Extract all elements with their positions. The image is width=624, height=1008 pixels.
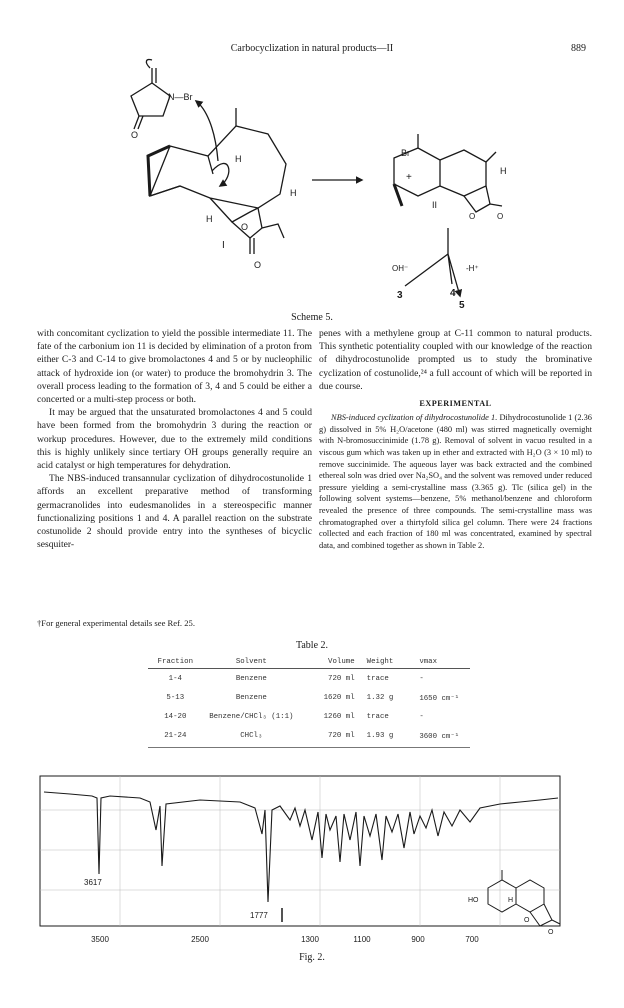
nbs-label: N—Br — [168, 92, 193, 102]
o-label-3: O — [254, 260, 262, 270]
br-label: Br — [401, 148, 410, 158]
paragraph-1: with concomitant cyclization to yield the possible intermediate 11. The fate of the carbonium ion 11 is decided by elimination of a proton from either C-3 and C-14 to give bromolactones 4 and 5 or by nucleophilic attack of hydroxide ion (or water) to produce the bromohydrin 3. The overall process leading to the formation of 3, 4 and 5 could be either a concerted or a multi-step process or both. — [37, 328, 312, 406]
solvent-cell: CHCl₃ — [240, 731, 263, 740]
inset-ho-label: HO — [468, 897, 479, 904]
weight-cell: 1.32 g — [366, 693, 394, 702]
h-label-1: H — [235, 154, 242, 164]
dihydrocostunolide-structure — [148, 108, 286, 254]
compound-11-label: II — [432, 200, 438, 210]
experimental-heading: EXPERIMENTAL — [419, 399, 492, 409]
table-bottom-rule — [148, 747, 470, 748]
product-4-label: 4 — [450, 288, 456, 299]
spectrum-frame — [40, 776, 560, 926]
left-column — [37, 327, 312, 551]
right-column — [319, 327, 592, 551]
table-caption: Table 2. — [295, 640, 329, 651]
table-row — [148, 688, 470, 707]
solvent-cell: Benzene — [235, 693, 267, 702]
o-label-4: O — [469, 212, 476, 221]
h-label-3: H — [206, 214, 213, 224]
volume-cell: 720 ml — [328, 731, 355, 740]
axis-label-700: 700 — [465, 935, 479, 944]
ir-trace — [44, 792, 558, 902]
ir-spectrum-figure — [0, 770, 624, 950]
page-number: 889 — [571, 43, 586, 54]
inset-o-label-1: O — [524, 917, 530, 924]
inset-o-label-2: O — [548, 929, 554, 936]
axis-label-3500: 3500 — [91, 935, 109, 944]
fraction-cell: 14-20 — [164, 712, 187, 721]
table-2 — [148, 656, 470, 748]
figure-caption: Fig. 2. — [299, 952, 325, 963]
solvent-cell: Benzene — [235, 674, 267, 683]
table-header-row — [148, 656, 470, 669]
footnote: †For general experimental details see Ref. 25. — [37, 618, 195, 628]
weight-cell: 1.93 g — [366, 731, 394, 740]
table-row — [148, 726, 470, 745]
col-header-weight: Weight — [366, 658, 394, 666]
peak-label-3617: 3617 — [84, 878, 102, 887]
paragraph-3: The NBS-induced transannular cyclization of dihydrocostunolide 1 affords an excellent preparative method of transforming germacranolides into eudesmanolides in a stereospecific manner functionalizing positions 1 and 4. A parallel reaction on the substrate costunolide 2 should provide entry into the syntheses of bicyclic sesquiter- — [37, 473, 312, 551]
o-label-5: O — [497, 212, 504, 221]
col-header-solvent: Solvent — [235, 658, 267, 666]
experimental-title: NBS-induced cyclization of dihydrocostunolide 1. — [331, 413, 498, 423]
numax-cell: 1650 cm⁻¹ — [419, 694, 460, 703]
fraction-cell: 1-4 — [168, 674, 182, 683]
inset-h-label: H — [508, 897, 514, 904]
h-label-4: H — [500, 166, 507, 176]
numax-cell: 3600 cm⁻¹ — [419, 732, 460, 741]
axis-label-900: 900 — [411, 935, 425, 944]
col-header-volume: Volume — [328, 658, 355, 666]
volume-cell: 720 ml — [328, 674, 355, 683]
col-header-numax: νmax — [419, 658, 438, 666]
paragraph-2: It may be argued that the unsaturated bromolactones 4 and 5 could have been formed from the bromohydrin 3 during the reaction or workup procedures. However, due to the extremely mild conditions this is highly unlikely since tertiary OH groups generally require an acid catalyst or high temperatures for dehydration. — [37, 407, 312, 472]
experimental-body: Dihydrocostunolide 1 (2.36 g) dissolved in 5% H₂O/acetone (480 ml) was stirred magnetically overnight with N-bromosuccinimide (1.78 g). Removal of solvent in vacuo resulted in a viscous gum which was taken up in ether and extracted with H₂O (3 × 10 ml) to remove succinimide. The aqueous layer was back extracted and the combined ethereal soln was dried over Na₂SO₄ and the solvent was removed under reduced pressure yielding a semi-crystalline mass (3.365 g). Tlc (silica gel) in the following solvent systems—benzene, 5% methanol/benzene and chloroform revealed the presence of three compounds. The semi-crystalline mass was chromatographed over a thirtyfold silica gel column. There were 24 fractions collected and each fraction of 180 ml was concentrated, examined by spectral data, and combined together as shown in Table 2. — [319, 413, 592, 550]
volume-cell: 1620 ml — [323, 693, 355, 702]
axis-label-1100: 1100 — [353, 935, 371, 944]
scheme-5-figure — [0, 56, 624, 318]
peak-label-1777: 1777 — [250, 911, 268, 920]
product-5-label: 5 — [459, 300, 465, 311]
weight-cell: trace — [366, 712, 389, 721]
nbs-molecule — [131, 59, 170, 129]
plus-charge: + — [406, 172, 412, 183]
scheme-caption: Scheme 5. — [291, 312, 333, 323]
paragraph-4: penes with a methylene group at C-11 common to natural products. This synthetic potentiality coupled with our knowledge of the reaction of dihydrocostunolide prompted us to study the brominative cyclization of costunolide,²⁴ a full account of which will be reported in due course. — [319, 328, 592, 392]
product-3-label: 3 — [397, 290, 403, 301]
table-row — [148, 669, 470, 688]
solvent-cell: Benzene/CHCl₃ (1:1) — [209, 712, 294, 721]
electron-arrow — [196, 101, 218, 161]
running-title: Carbocyclization in natural products—II — [230, 43, 394, 54]
fraction-cell: 21-24 — [164, 731, 187, 740]
hydroxide-label: OH⁻ — [392, 264, 409, 273]
axis-label-1300: 1300 — [301, 935, 319, 944]
spectrum-grid — [40, 776, 560, 926]
axis-label-2500: 2500 — [191, 935, 209, 944]
h-label-2: H — [290, 188, 297, 198]
experimental-paragraph — [319, 412, 592, 551]
volume-cell: 1260 ml — [323, 712, 355, 721]
numax-cell: - — [419, 712, 424, 721]
numax-cell: - — [419, 674, 424, 683]
compound-1-label: I — [222, 240, 225, 251]
proton-loss-label: -H⁺ — [466, 264, 479, 273]
weight-cell: trace — [366, 674, 389, 683]
o-label-2: O — [241, 222, 249, 232]
table-row — [148, 707, 470, 726]
fraction-cell: 5-13 — [166, 693, 185, 702]
o-label-1: O — [131, 130, 139, 140]
col-header-fraction: Fraction — [157, 658, 194, 666]
